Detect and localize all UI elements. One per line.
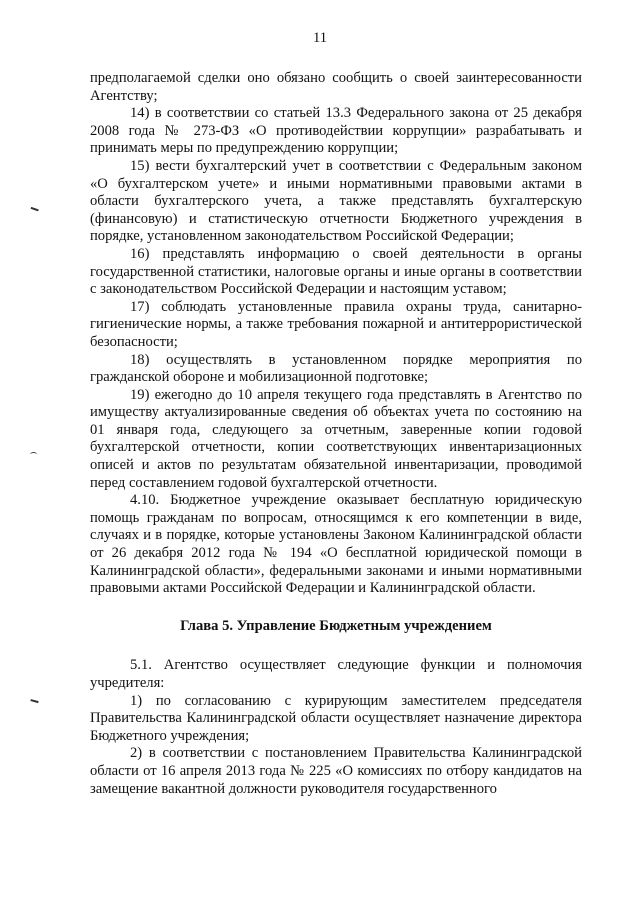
paragraph-item-19: 19) ежегодно до 10 апреля текущего года представлять в Агентство по имуществу актуализированные сведения об объектах учета по состоянию на 01 января года, следующего за отчетным, заверенные копии годовой бухгалтерской отчетности, копии соответствующих инвентаризационных описей и актов по результатам обязательной инвентаризации, проводимой перед составлением годовой бухгалтерской отчетности. <box>90 386 582 491</box>
paragraph-item-16: 16) представлять информацию о своей деятельности в органы государственной статистики, налоговые органы и иные органы в соответствии с законодательством Российской Федерации и настоящим уставом; <box>90 245 582 298</box>
paragraph-item-14: 14) в соответствии со статьей 13.3 Федерального закона от 25 декабря 2008 года № 273-ФЗ «О противодействии коррупции» разрабатывать и принимать меры по предупреждению коррупции; <box>90 105 582 157</box>
document-body <box>90 70 582 798</box>
page-number: 11 <box>312 30 328 46</box>
margin-mark <box>30 452 37 457</box>
paragraph-5-1-item-2: 2) в соответствии с постановлением Правительства Калининградской области от 16 апреля 2013 года № 225 «О комиссиях по отбору кандидатов на замещение вакантной должности руководителя государственного <box>90 745 582 797</box>
paragraph-item-15: 15) вести бухгалтерский учет в соответствии с Федеральным законом «О бухгалтерском учете» и иными нормативными правовыми актами в области бухгалтерского учета, а также представлять бухгалтерскую (финансовую) и статистическую отчетности Бюджетного учреждения в порядке, установленном законодательством Российской Федерации; <box>90 157 582 245</box>
margin-mark <box>29 699 38 707</box>
paragraph-item-18: 18) осуществлять в установленном порядке мероприятия по гражданской обороне и мобилизационной подготовке; <box>90 351 582 386</box>
chapter-heading: Глава 5. Управление Бюджетным учреждением <box>180 617 492 634</box>
paragraph-continuation: предполагаемой сделки оно обязано сообщить о своей заинтересованности Агентству; <box>90 70 582 104</box>
margin-mark <box>29 207 39 215</box>
paragraph-5-1: 5.1. Агентство осуществляет следующие функции и полномочия учредителя: <box>90 657 582 691</box>
paragraph-5-1-item-1: 1) по согласованию с курирующим заместителем председателя Правительства Калининградской области осуществляет назначение директора Бюджетного учреждения; <box>90 692 582 744</box>
paragraph-item-17: 17) соблюдать установленные правила охраны труда, санитарно-гигиенические нормы, а также требования пожарной и антитеррористической безопасности; <box>90 298 582 350</box>
paragraph-4-10: 4.10. Бюджетное учреждение оказывает бесплатную юридическую помощь гражданам по вопросам, относящимся к его компетенции в виде, случаях и в порядке, которые установлены Законом Калининградской области от 26 декабря 2012 года № 194 «О бесплатной юридической помощи в Калининградской области», федеральными законами и иными нормативными правовыми актами Российской Федерации и Калининградской области. <box>90 492 582 597</box>
